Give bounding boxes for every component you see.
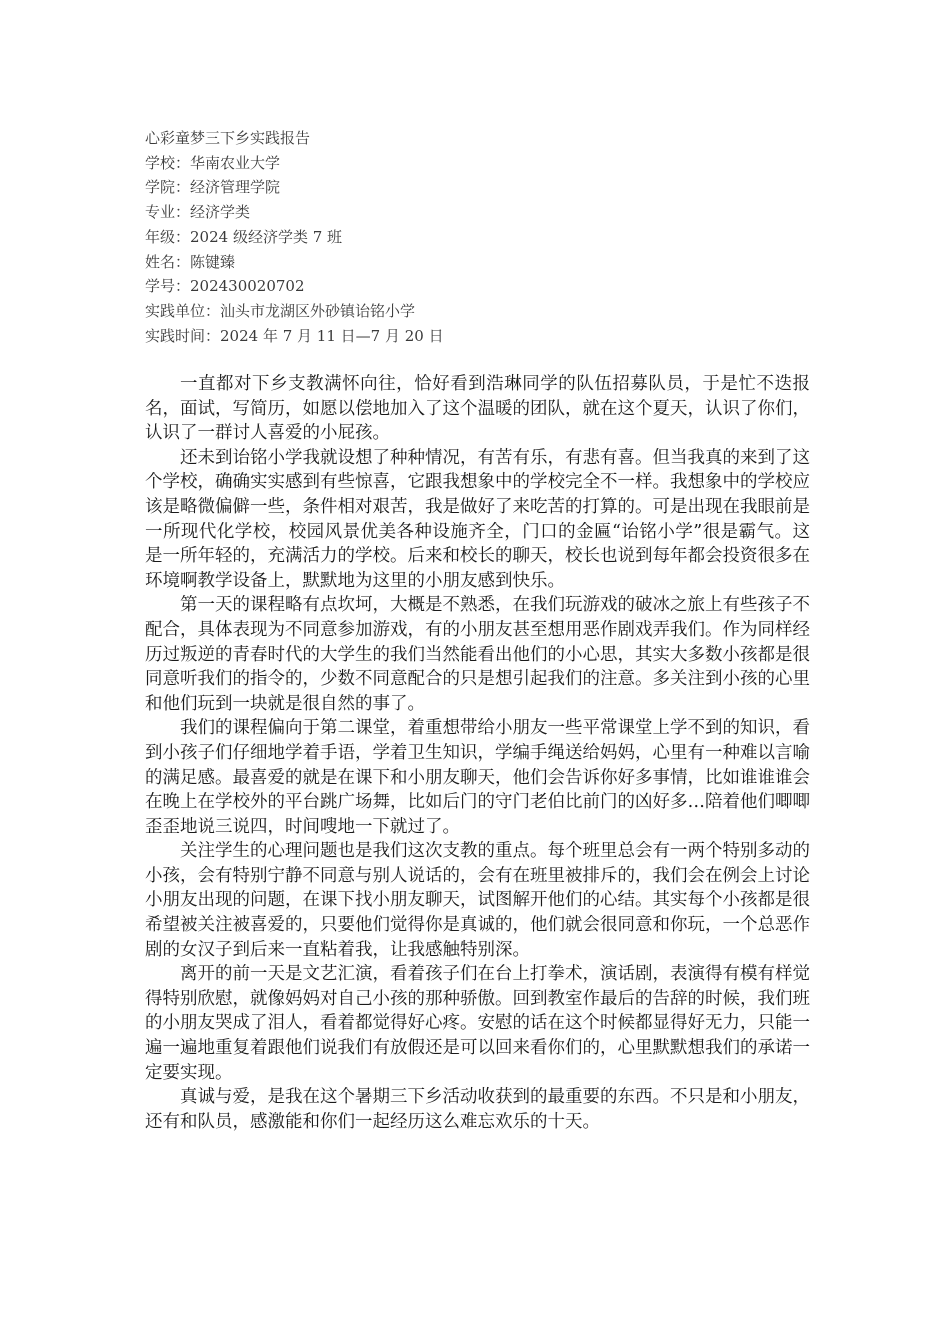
report-body [145, 372, 810, 1134]
practice-period-line: 实践时间：2024 年 7 月 11 日—7 月 20 日 [145, 326, 444, 345]
paragraph: 离开的前一天是文艺汇演，看着孩子们在台上打拳术，演话剧，表演得有模有样觉得特别欣慰，就像妈妈对自己小孩的那种骄傲。回到教室作最后的告辞的时候，我们班的小朋友哭成了泪人，看着都觉得好心疼。安慰的话在这个时候都显得好无力，只能一遍一遍地重复着跟他们说我们有放假还是可以回来看你们的，心里默默想我们的承诺一定要实现。 [145, 964, 810, 1083]
paragraph: 一直都对下乡支教满怀向往，恰好看到浩琳同学的队伍招募队员，于是忙不迭报名，面试，写简历，如愿以偿地加入了这个温暖的团队，就在这个夏天，认识了你们，认识了一群讨人喜爱的小屁孩。 [145, 374, 810, 444]
paragraph: 还未到诒铭小学我就设想了种种情况，有苦有乐，有悲有喜。但当我真的来到了这个学校，确确实实感到有些惊喜，它跟我想象中的学校完全不一样。我想象中的学校应该是略微偏僻一些，条件相对艰苦，我是做好了来吃苦的打算的。可是出现在我眼前是一所现代化学校，校园风景优美各种设施齐全，门口的金匾“诒铭小学”很是霸气。这是一所年轻的，充满活力的学校。后来和校长的聊天，校长也说到每年都会投资很多在环境啊教学设备上，默默地为这里的小朋友感到快乐。 [145, 447, 810, 591]
school-line: 学校：华南农业大学 [145, 153, 281, 172]
report-title: 心彩童梦三下乡实践报告 [145, 129, 311, 147]
major-line: 专业：经济学类 [145, 203, 251, 222]
paragraph: 真诚与爱，是我在这个暑期三下乡活动收获到的最重要的东西。不只是和小朋友，还有和队员，感激能和你们一起经历这么难忘欢乐的十天。 [145, 1087, 810, 1132]
grade-line: 年级：2024 级经济学类 7 班 [145, 227, 343, 246]
practice-unit-line: 实践单位：汕头市龙湖区外砂镇诒铭小学 [145, 301, 416, 320]
student-id-line: 学号：202430020702 [145, 277, 305, 296]
college-line: 学院：经济管理学院 [145, 178, 281, 197]
name-line: 姓名：陈键臻 [145, 252, 236, 271]
paragraph: 第一天的课程略有点坎坷，大概是不熟悉，在我们玩游戏的破冰之旅上有些孩子不配合，具体表现为不同意参加游戏，有的小朋友甚至想用恶作剧戏弄我们。作为同样经历过叛逆的青春时代的大学生的我们当然能看出他们的小心思，其实大多数小孩都是很同意听我们的指令的，少数不同意配合的只是想引起我们的注意。多关注到小孩的心里和他们玩到一块就是很自然的事了。 [145, 595, 810, 714]
paragraph: 关注学生的心理问题也是我们这次支教的重点。每个班里总会有一两个特别多动的小孩，会有特别宁静不同意与别人说话的，会有在班里被排斥的，我们会在例会上讨论小朋友出现的问题，在课下找小朋友聊天，试图解开他们的心结。其实每个小孩都是很希望被关注被喜爱的，只要他们觉得你是真诚的，他们就会很同意和你玩，一个总恶作剧的女汉子到后来一直粘着我，让我感触特别深。 [145, 841, 810, 960]
paragraph: 我们的课程偏向于第二课堂，着重想带给小朋友一些平常课堂上学不到的知识，看到小孩子们仔细地学着手语，学着卫生知识，学编手绳送给妈妈，心里有一种难以言喻的满足感。最喜爱的就是在课下和小朋友聊天，他们会告诉你好多事情，比如谁谁谁会在晚上在学校外的平台跳广场舞，比如后门的守门老伯比前门的凶好多…陪着他们唧唧歪歪地说三说四，时间嗖地一下就过了。 [145, 718, 810, 837]
report-header [145, 126, 805, 348]
